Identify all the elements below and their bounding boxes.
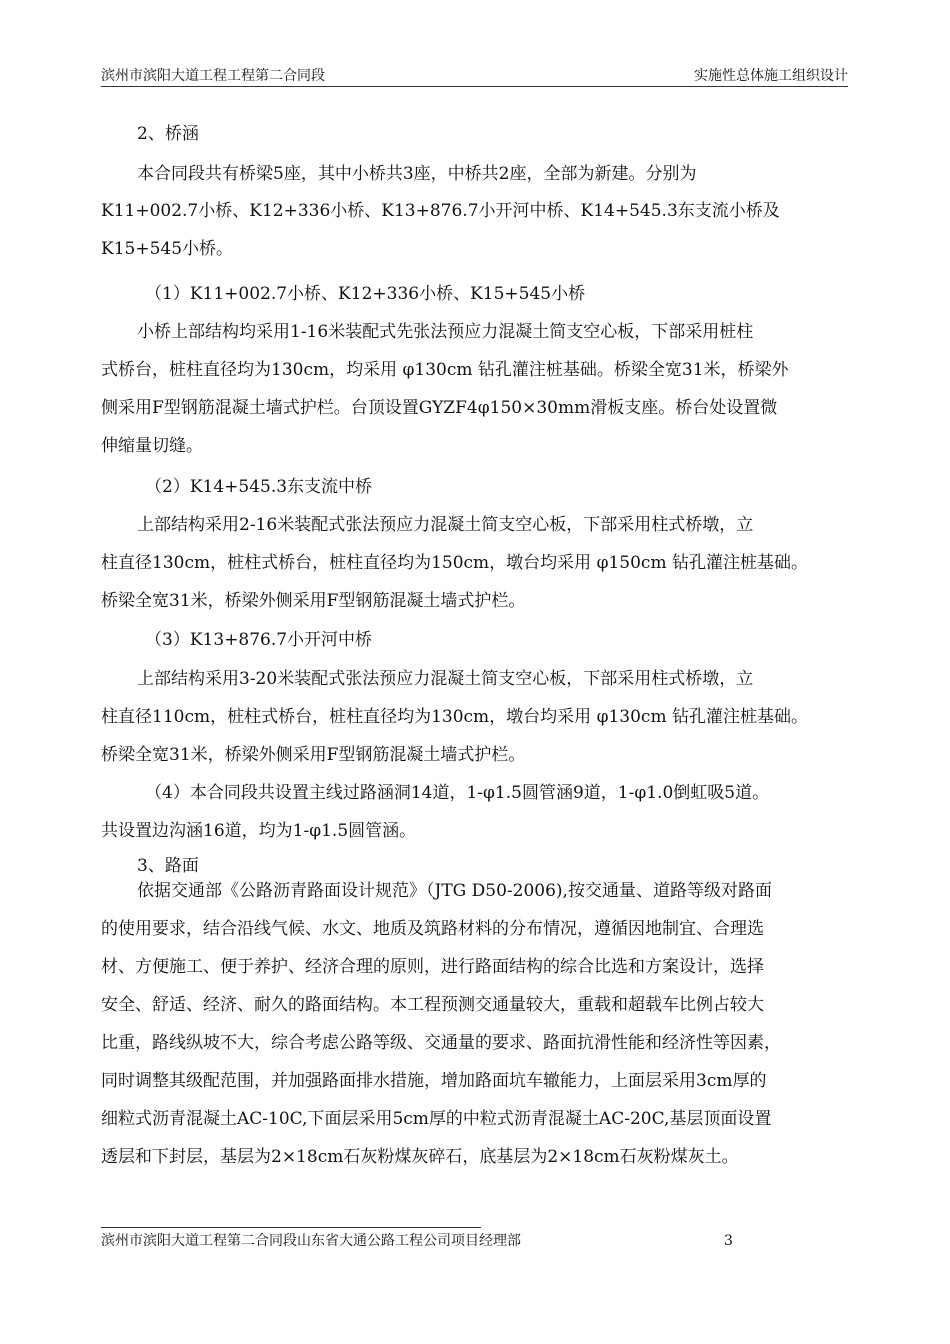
subsection-heading: （3）K13+876.7小开河中桥 (145, 630, 373, 650)
body-line: 材、方便施工、便于养护、经济合理的原则，进行路面结构的综合比选和方案设计，选择 (101, 957, 764, 977)
body-line: K15+545小桥。 (101, 239, 234, 259)
body-line: 侧采用F型钢筋混凝土墙式护栏。台顶设置GYZF4φ150×30mm滑板支座。桥台处设置微 (101, 398, 778, 418)
body-line: 细粒式沥青混凝土AC-10C,下面层采用5cm厚的中粒式沥青混凝土AC-20C,基层顶面设置 (101, 1109, 772, 1129)
body-line: 同时调整其级配范围，并加强路面排水措施，增加路面坑车辙能力，上面层采用3cm厚的 (101, 1071, 767, 1091)
body-line: 柱直径110cm，桩柱式桥台，桩柱直径均为130cm，墩台均采用 φ130cm 钻孔灌注桩基础。 (101, 707, 808, 727)
body-line: 伸缩量切缝。 (101, 436, 203, 456)
body-line: 透层和下封层，基层为2×18cm石灰粉煤灰碎石，底基层为2×18cm石灰粉煤灰土。 (101, 1147, 739, 1167)
body-line: 上部结构采用3-20米装配式张法预应力混凝土简支空心板，下部采用柱式桥墩，立 (137, 669, 754, 689)
page-header (101, 66, 848, 87)
section-heading-bridges: 2、桥涵 (137, 124, 199, 144)
body-line: 依据交通部《公路沥青路面设计规范》（JTG D50-2006),按交通量、道路等级对路面 (137, 881, 772, 901)
footer-organization: 滨州市滨阳大道工程第二合同段山东省大通公路工程公司项目经理部 (101, 1233, 521, 1249)
subsection-heading: （1）K11+002.7小桥、K12+336小桥、K15+545小桥 (145, 284, 586, 304)
body-line: 的使用要求，结合沿线气候、水文、地质及筑路材料的分布情况，遵循因地制宜、合理选 (101, 919, 764, 939)
header-document-title: 实施性总体施工组织设计 (694, 68, 848, 84)
body-line: 本合同段共有桥梁5座，其中小桥共3座，中桥共2座，全部为新建。分别为 (137, 164, 697, 184)
footer-rule (101, 1227, 481, 1228)
body-line: 比重，路线纵坡不大，综合考虑公路等级、交通量的要求、路面抗滑性能和经济性等因素， (101, 1033, 781, 1053)
page-number: 3 (724, 1233, 733, 1249)
header-project-title: 滨州市滨阳大道工程工程第二合同段 (101, 68, 325, 84)
subsection-heading: （2）K14+545.3东支流中桥 (145, 477, 373, 497)
body-line: 柱直径130cm，桩柱式桥台，桩柱直径均为150cm，墩台均采用 φ150cm 钻孔灌注桩基础。 (101, 553, 808, 573)
section-heading-pavement: 3、路面 (137, 856, 199, 876)
body-line: 上部结构采用2-16米装配式张法预应力混凝土简支空心板，下部采用柱式桥墩，立 (137, 515, 754, 535)
body-line: 小桥上部结构均采用1-16米装配式先张法预应力混凝土简支空心板，下部采用桩柱 (137, 322, 754, 342)
body-line: 共设置边沟涵16道，均为1-φ1.5圆管涵。 (101, 821, 417, 841)
body-line: K11+002.7小桥、K12+336小桥、K13+876.7小开河中桥、K14+545.3东支流小桥及 (101, 201, 780, 221)
body-line: 安全、舒适、经济、耐久的路面结构。本工程预测交通量较大，重载和超载车比例占较大 (101, 995, 764, 1015)
body-line: （4）本合同段共设置主线过路涵洞14道，1-φ1.5圆管涵9道，1-φ1.0倒虹吸5道。 (145, 783, 770, 803)
body-line: 桥梁全宽31米，桥梁外侧采用F型钢筋混凝土墙式护栏。 (101, 745, 526, 765)
body-line: 式桥台，桩柱直径均为130cm，均采用 φ130cm 钻孔灌注桩基础。桥梁全宽31米，桥梁外 (101, 360, 789, 380)
body-line: 桥梁全宽31米，桥梁外侧采用F型钢筋混凝土墙式护栏。 (101, 591, 526, 611)
